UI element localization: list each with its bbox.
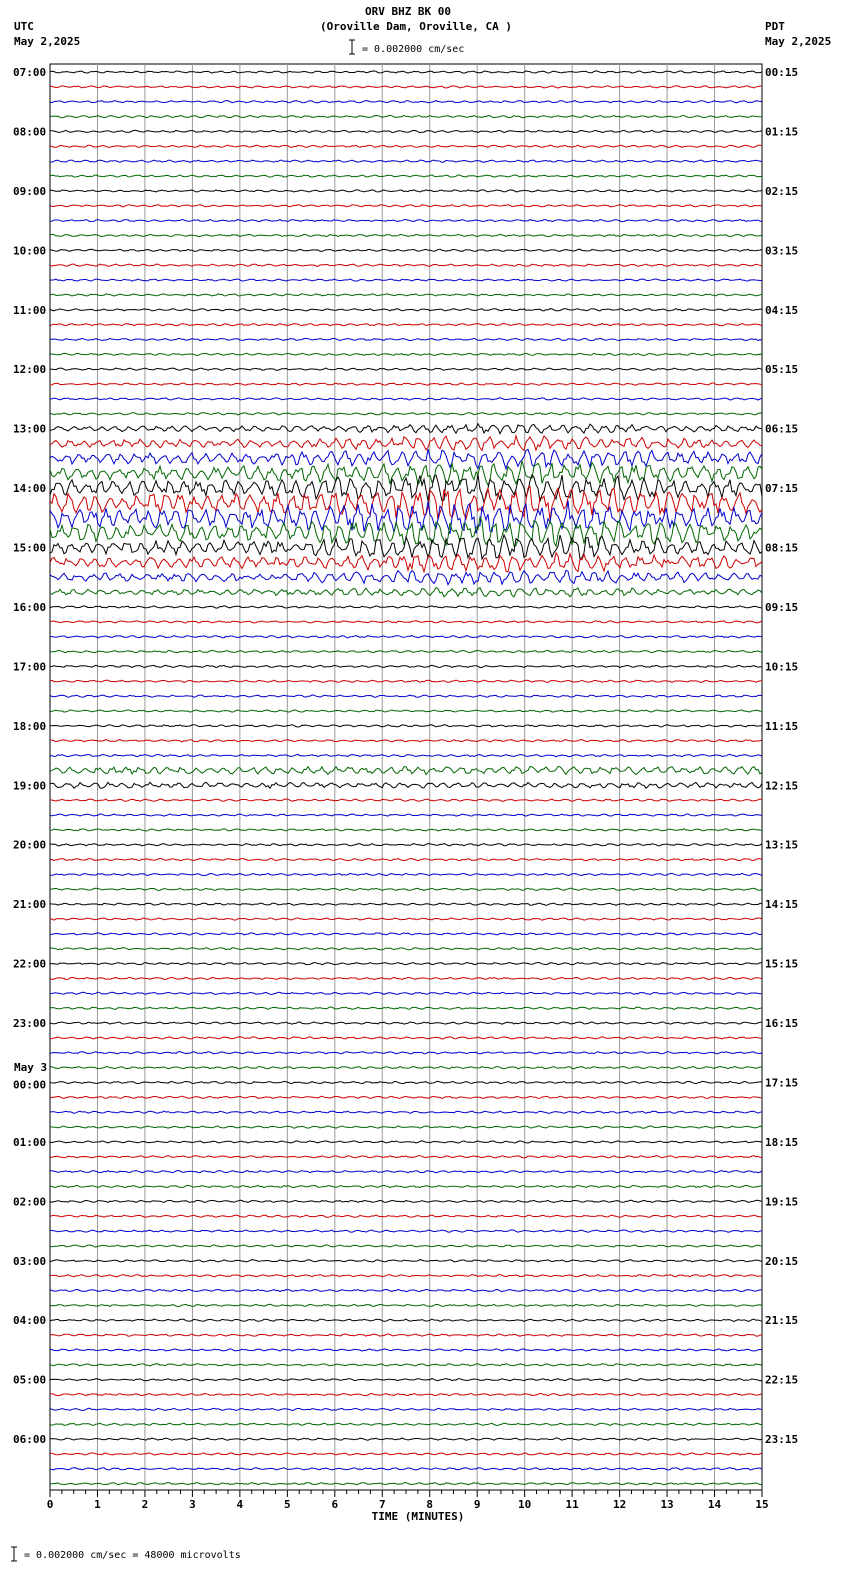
- utc-hour-label: 19:00: [13, 779, 47, 793]
- trace-line: [50, 1111, 762, 1113]
- trace-line: [50, 680, 762, 682]
- utc-hour-label: 05:00: [13, 1373, 47, 1387]
- pdt-hour-label: 09:15: [765, 600, 799, 614]
- trace-line: [50, 424, 762, 434]
- trace-line: [50, 963, 762, 965]
- pdt-hour-label: 03:15: [765, 244, 799, 258]
- pdt-hour-label: 12:15: [765, 779, 799, 793]
- header-scale-bar-icon: [349, 40, 355, 54]
- utc-hour-label: 14:00: [13, 482, 47, 496]
- utc-hour-label: 17:00: [13, 660, 47, 674]
- x-tick-label: 6: [331, 1498, 339, 1511]
- trace-line: [50, 1260, 762, 1262]
- trace-line: [50, 650, 762, 652]
- trace-line: [50, 160, 762, 162]
- x-tick-label: 5: [284, 1498, 291, 1511]
- pdt-hour-label: 07:15: [765, 482, 799, 496]
- trace-line: [50, 918, 762, 920]
- trace-line: [50, 449, 762, 469]
- trace-line: [50, 294, 762, 296]
- trace-line: [50, 1007, 762, 1009]
- trace-line: [50, 782, 762, 788]
- pdt-hour-label: 08:15: [765, 541, 799, 555]
- trace-line: [50, 324, 762, 326]
- trace-line: [50, 873, 762, 875]
- trace-line: [50, 1349, 762, 1351]
- trace-line: [50, 71, 762, 73]
- trace-line: [50, 353, 762, 355]
- trace-line: [50, 1022, 762, 1024]
- trace-line: [50, 249, 762, 251]
- utc-hour-label: 01:00: [13, 1135, 47, 1149]
- trace-line: [50, 264, 762, 266]
- utc-hour-label: 09:00: [13, 184, 47, 198]
- trace-line: [50, 754, 762, 756]
- trace-line: [50, 535, 762, 559]
- trace-line: [50, 606, 762, 608]
- trace-line: [50, 1483, 762, 1485]
- trace-line: [50, 1304, 762, 1306]
- trace-line: [50, 1245, 762, 1247]
- trace-line: [50, 1052, 762, 1054]
- trace-line: [50, 695, 762, 697]
- x-tick-label: 15: [755, 1498, 769, 1511]
- trace-line: [50, 1453, 762, 1455]
- x-tick-label: 3: [189, 1498, 196, 1511]
- trace-line: [50, 1200, 762, 1202]
- right-timezone: PDT: [765, 20, 785, 33]
- trace-line: [50, 220, 762, 222]
- utc-hour-label: 16:00: [13, 600, 47, 614]
- left-timezone: UTC: [14, 20, 34, 33]
- pdt-hour-label: 06:15: [765, 422, 799, 436]
- trace-line: [50, 621, 762, 623]
- trace-line: [50, 1334, 762, 1336]
- station-location: (Oroville Dam, Oroville, CA ): [319, 20, 513, 33]
- x-tick-label: 4: [236, 1498, 244, 1511]
- utc-hour-label: 13:00: [13, 422, 47, 436]
- x-tick-label: 2: [141, 1498, 149, 1511]
- trace-line: [50, 799, 762, 801]
- pdt-hour-label: 16:15: [765, 1017, 799, 1031]
- trace-line: [50, 115, 762, 117]
- trace-line: [50, 588, 762, 597]
- trace-line: [50, 279, 762, 281]
- trace-line: [50, 1468, 762, 1470]
- trace-line: [50, 740, 762, 742]
- trace-line: [50, 1319, 762, 1321]
- x-tick-label: 1: [94, 1498, 101, 1511]
- trace-line: [50, 190, 762, 192]
- trace-line: [50, 1096, 762, 1098]
- trace-line: [50, 398, 762, 400]
- utc-hour-label: 07:00: [13, 66, 47, 79]
- trace-line: [50, 977, 762, 979]
- trace-line: [50, 829, 762, 831]
- trace-line: [50, 636, 762, 638]
- trace-line: [50, 570, 762, 584]
- utc-hour-label: 20:00: [13, 838, 47, 852]
- trace-line: [50, 1067, 762, 1069]
- x-tick-label: 14: [707, 1498, 722, 1511]
- trace-line: [50, 86, 762, 88]
- trace-line: [50, 814, 762, 816]
- trace-line: [50, 101, 762, 103]
- utc-hour-label: 18:00: [13, 719, 47, 733]
- trace-line: [50, 1438, 762, 1440]
- trace-line: [50, 475, 762, 503]
- trace-line: [50, 844, 762, 846]
- x-tick-label: 13: [660, 1498, 674, 1511]
- trace-line: [50, 553, 762, 572]
- trace-line: [50, 145, 762, 147]
- left-date: May 2,2025: [14, 35, 81, 48]
- trace-line: [50, 1141, 762, 1143]
- utc-hour-label: 23:00: [13, 1017, 47, 1031]
- utc-hour-label: 04:00: [13, 1314, 47, 1328]
- trace-line: [50, 175, 762, 177]
- pdt-hour-label: 20:15: [765, 1254, 799, 1268]
- trace-line: [50, 903, 762, 905]
- trace-line: [50, 383, 762, 385]
- trace-line: [50, 1423, 762, 1425]
- trace-line: [50, 309, 762, 311]
- trace-line: [50, 1215, 762, 1217]
- header-scale-text: = 0.002000 cm/sec: [362, 44, 465, 55]
- trace-line: [50, 368, 762, 370]
- x-tick-label: 10: [518, 1498, 532, 1511]
- x-tick-label: 9: [473, 1498, 481, 1511]
- pdt-hour-label: 13:15: [765, 838, 799, 852]
- trace-line: [50, 234, 762, 236]
- pdt-hour-label: 01:15: [765, 125, 799, 139]
- pdt-hour-label: 10:15: [765, 660, 799, 674]
- trace-line: [50, 1171, 762, 1173]
- pdt-hour-label: 04:15: [765, 303, 799, 317]
- trace-line: [50, 859, 762, 861]
- x-tick-label: 12: [612, 1498, 627, 1511]
- trace-line: [50, 1393, 762, 1395]
- trace-line: [50, 413, 762, 415]
- trace-line: [50, 933, 762, 935]
- pdt-hour-label: 19:15: [765, 1195, 799, 1209]
- trace-line: [50, 205, 762, 207]
- trace-line: [50, 1156, 762, 1158]
- trace-line: [50, 665, 762, 667]
- trace-line: [50, 1408, 762, 1410]
- pdt-hour-label: 11:15: [765, 719, 799, 733]
- trace-line: [50, 1081, 762, 1083]
- utc-hour-label: 15:00: [13, 541, 47, 555]
- x-tick-label: 7: [378, 1498, 386, 1511]
- trace-line: [50, 436, 762, 451]
- footer-scale-bar-icon: [11, 1547, 17, 1561]
- utc-hour-label: 00:00: [13, 1078, 47, 1092]
- trace-line: [50, 1230, 762, 1232]
- footer-scale-text: = 0.002000 cm/sec = 48000 microvolts: [24, 1550, 241, 1561]
- trace-line: [50, 1275, 762, 1277]
- station-title: ORV BHZ BK 00: [364, 5, 452, 18]
- right-date: May 2,2025: [765, 35, 832, 48]
- pdt-hour-label: 05:15: [765, 363, 799, 377]
- pdt-hour-label: 22:15: [765, 1373, 799, 1387]
- x-tick-label: 11: [565, 1498, 579, 1511]
- trace-line: [50, 888, 762, 890]
- pdt-hour-label: 21:15: [765, 1314, 799, 1328]
- trace-line: [50, 1379, 762, 1381]
- trace-line: [50, 710, 762, 712]
- trace-line: [50, 725, 762, 727]
- utc-hour-label: 21:00: [13, 898, 47, 912]
- trace-line: [50, 130, 762, 132]
- x-axis-label: TIME (MINUTES): [371, 1510, 465, 1523]
- utc-hour-label: 10:00: [13, 244, 47, 258]
- pdt-hour-label: 23:15: [765, 1433, 799, 1447]
- date-change-label: May 3: [14, 1061, 48, 1074]
- utc-hour-label: 11:00: [13, 303, 47, 317]
- x-tick-label: 0: [46, 1498, 54, 1511]
- pdt-hour-label: 15:15: [765, 957, 799, 971]
- trace-line: [50, 767, 762, 775]
- trace-line: [50, 1037, 762, 1039]
- trace-line: [50, 992, 762, 994]
- pdt-hour-label: 17:15: [765, 1076, 799, 1090]
- utc-hour-label: 03:00: [13, 1254, 47, 1268]
- utc-hour-label: 22:00: [13, 957, 47, 971]
- trace-line: [50, 1185, 762, 1187]
- utc-hour-label: 02:00: [13, 1195, 47, 1209]
- trace-line: [50, 948, 762, 950]
- trace-line: [50, 1126, 762, 1128]
- pdt-hour-label: 02:15: [765, 184, 799, 198]
- pdt-hour-label: 00:15: [765, 66, 799, 79]
- x-tick-label: 8: [426, 1498, 434, 1511]
- pdt-hour-label: 18:15: [765, 1135, 799, 1149]
- pdt-hour-label: 14:15: [765, 898, 799, 912]
- trace-line: [50, 338, 762, 340]
- utc-hour-label: 12:00: [13, 363, 47, 377]
- utc-hour-label: 08:00: [13, 125, 47, 139]
- trace-line: [50, 1364, 762, 1366]
- utc-hour-label: 06:00: [13, 1433, 47, 1447]
- trace-line: [50, 1289, 762, 1291]
